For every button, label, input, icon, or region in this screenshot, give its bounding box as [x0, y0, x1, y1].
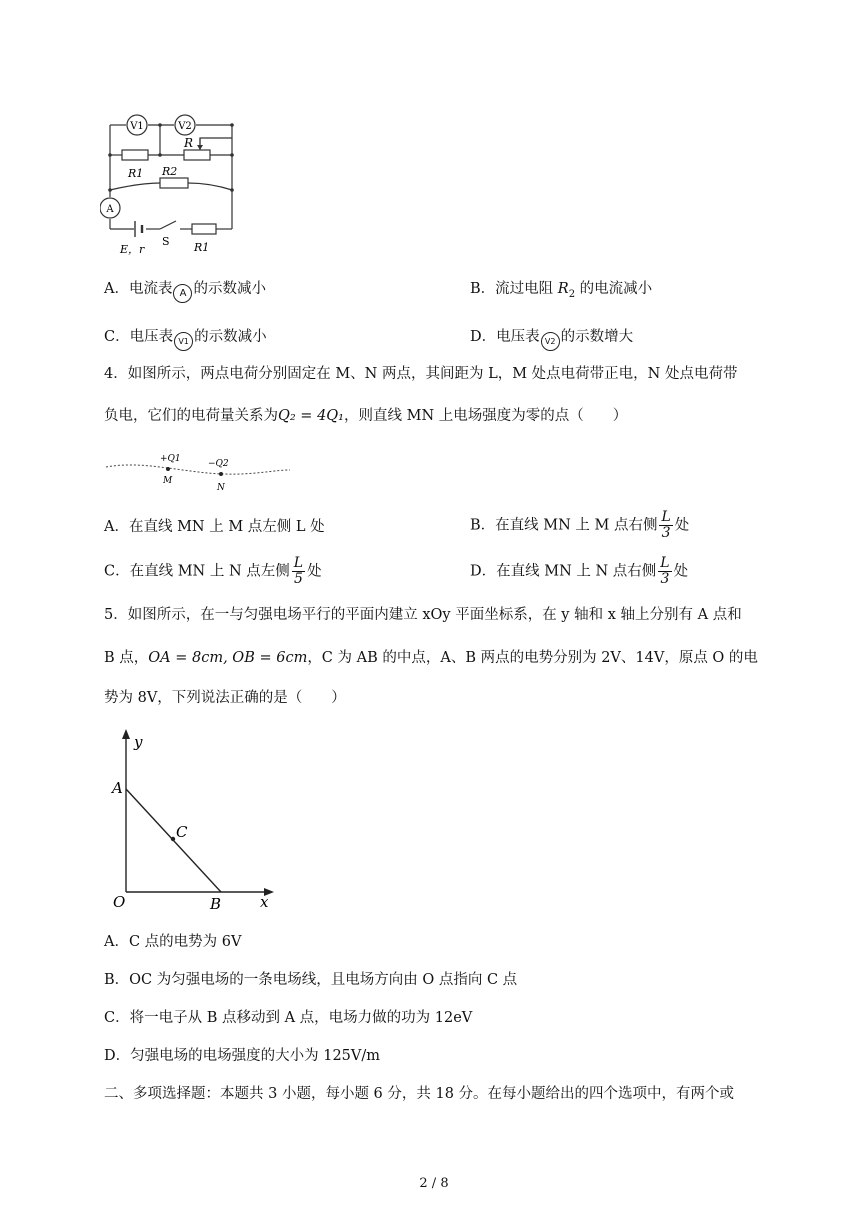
q5-stem-line1: 5．如图所示，在一与匀强电场平行的平面内建立 xOy 平面坐标系，在 y 轴和 x 轴上分别有 A 点和 [104, 607, 742, 623]
svg-text:C: C [176, 823, 188, 841]
voltmeter-v2-icon [175, 115, 195, 135]
q3-option-b[interactable]: B．流过电阻 $R_2$ 的电流减小 [470, 281, 653, 300]
svg-text:R2: R2 [162, 165, 178, 178]
svg-text:R1: R1 [128, 167, 144, 180]
point-c [171, 837, 175, 841]
q5-option-b[interactable]: B．OC 为匀强电场的一条电场线，且电场方向由 O 点指向 C 点 [104, 972, 518, 988]
svg-text:R: R [184, 136, 194, 150]
svg-text:−Q2: −Q2 [208, 459, 229, 469]
resistor-r2 [160, 178, 188, 188]
svg-text:x: x [260, 893, 269, 911]
svg-text:M: M [163, 476, 173, 486]
q4-stem-line1: 4．如图所示，两点电荷分别固定在 M、N 两点，其间距为 L，M 处点电荷带正电，N 处点电荷带 [104, 366, 738, 382]
q5-option-c[interactable]: C．将一电子从 B 点移动到 A 点，电场力做的功为 12eV [104, 1010, 473, 1026]
q3-option-d[interactable]: D．电压表 V2 的示数增大 [470, 327, 633, 351]
q3-option-a[interactable]: A．电流表 A 的示数减小 [104, 279, 266, 303]
q3-option-c[interactable]: C．电压表 V1 的示数减小 [104, 327, 267, 351]
voltmeter-v2-icon: V2 [541, 332, 560, 351]
q4-option-a[interactable]: A．在直线 MN 上 M 点左侧 L 处 [104, 519, 325, 535]
q5-option-a[interactable]: A．C 点的电势为 6V [104, 934, 242, 950]
svg-text:O: O [113, 893, 126, 911]
svg-text:N: N [217, 483, 225, 493]
charge-line-figure [104, 450, 294, 500]
q5-stem-line2: B 点，OA = 8cm, OB = 6cm，C 为 AB 的中点，A、B 两点的电势分别为 2V、14V，原点 O 的电 [104, 650, 758, 666]
section2-heading: 二、多项选择题：本题共 3 小题，每小题 6 分，共 18 分。在每小题给出的四个选项中，有两个或 [104, 1086, 735, 1102]
q5-option-d[interactable]: D．匀强电场的电场强度的大小为 125V/m [104, 1048, 381, 1064]
q4-option-c[interactable]: C．在直线 MN 上 N 点左侧 $\frac{L}{5}$ 处 [104, 555, 322, 587]
svg-text:A: A [106, 204, 114, 215]
coordinate-figure [104, 725, 284, 915]
battery-icon [135, 221, 142, 237]
resistor-r1-top [122, 150, 148, 160]
svg-text:R1: R1 [194, 241, 210, 254]
q5-stem-line3: 势为 8V，下列说法正确的是（ ） [104, 690, 346, 706]
charge-q2-point [219, 472, 223, 476]
ammeter-icon [100, 198, 120, 218]
svg-text:y: y [134, 733, 143, 751]
q4-option-d[interactable]: D．在直线 MN 上 N 点右侧 $\frac{L}{3}$ 处 [470, 555, 689, 587]
svg-text:S: S [162, 235, 170, 248]
charge-q1-point [166, 467, 170, 471]
voltmeter-v1-icon [127, 115, 147, 135]
page-number: 2 / 8 [419, 1176, 449, 1191]
svg-text:+Q1: +Q1 [160, 454, 181, 464]
resistor-r1-bottom [192, 224, 216, 234]
circuit-diagram [100, 105, 240, 265]
q4-stem-line2: 负电，它们的电荷量关系为Q₂ = 4Q₁，则直线 MN 上电场强度为零的点（ ） [104, 408, 628, 424]
svg-text:E，r: E，r [120, 243, 145, 256]
svg-text:V2: V2 [178, 121, 192, 132]
voltmeter-v1-icon: V1 [174, 332, 193, 351]
svg-text:A: A [112, 779, 123, 797]
svg-text:V1: V1 [130, 121, 144, 132]
q4-option-b[interactable]: B．在直线 MN 上 M 点右侧 $\frac{L}{3}$ 处 [470, 509, 690, 541]
svg-text:B: B [210, 895, 222, 913]
rheostat-r [184, 150, 210, 160]
ammeter-icon: A [173, 284, 192, 303]
